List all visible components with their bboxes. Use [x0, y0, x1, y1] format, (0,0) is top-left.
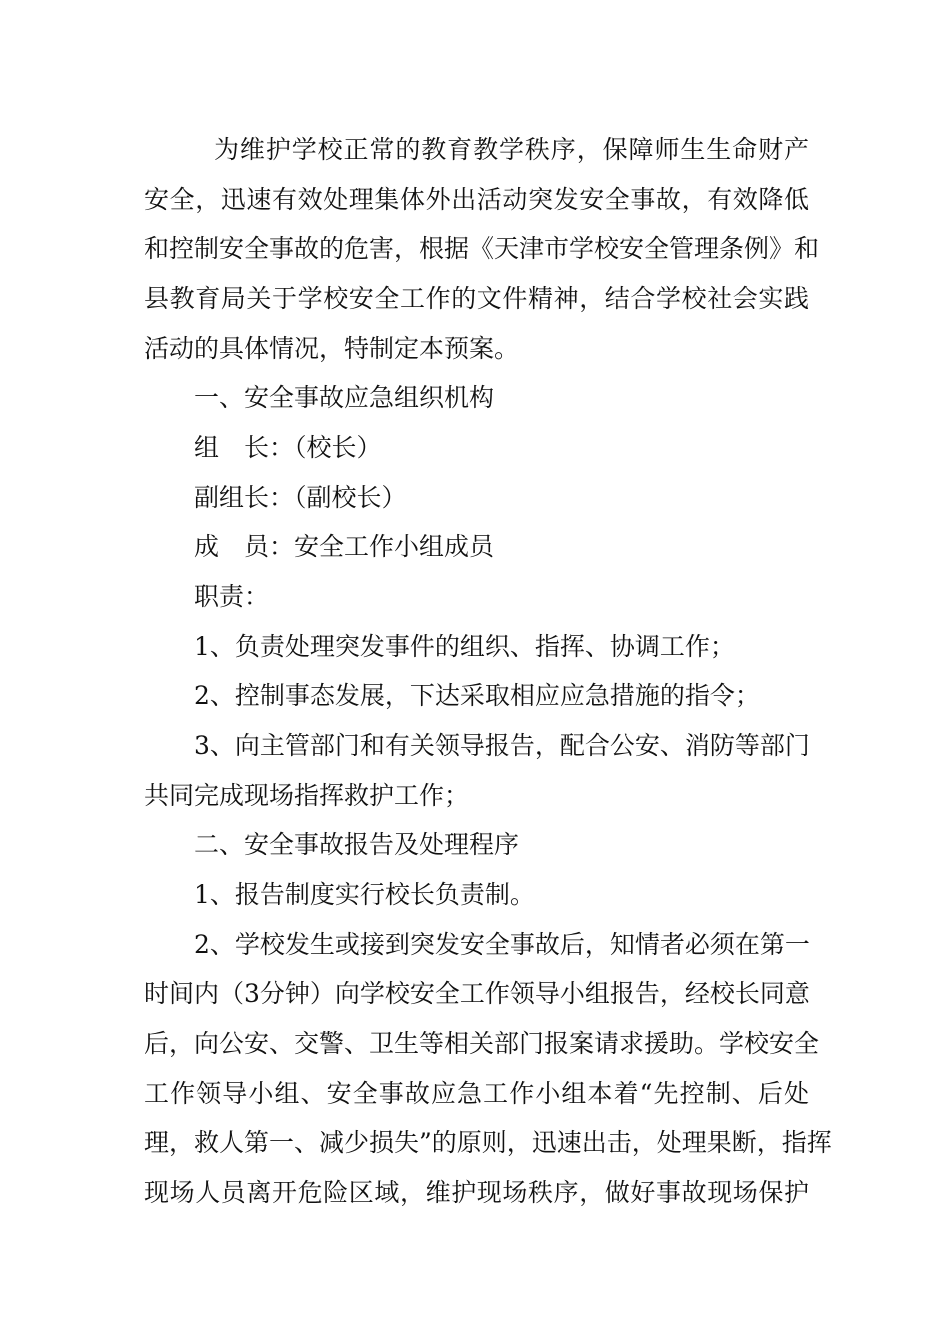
procedure-item-1: 1、报告制度实行校长负责制。	[194, 880, 535, 909]
procedure-item-2-line-6: 现场人员离开危险区域，维护现场秩序，做好事故现场保护	[144, 1178, 809, 1207]
duty-item-3-line-1: 3、向主管部门和有关领导报告，配合公安、消防等部门	[194, 731, 810, 760]
paragraph-intro-line-1: 为维护学校正常的教育教学秩序，保障师生生命财产	[214, 135, 809, 164]
paragraph-intro-line-5: 活动的具体情况，特制定本预案。	[144, 334, 520, 363]
section-heading-2: 二、安全事故报告及处理程序	[194, 830, 520, 859]
duty-item-3-line-2: 共同完成现场指挥救护工作；	[144, 781, 470, 810]
members-line: 成 员：安全工作小组成员	[194, 532, 495, 561]
leader-line: 组 长：（校长）	[194, 433, 382, 462]
duty-item-2: 2、控制事态发展，下达采取相应应急措施的指令；	[194, 681, 760, 710]
procedure-item-2-line-4: 工作领导小组、安全事故应急工作小组本着“先控制、后处	[144, 1079, 809, 1108]
procedure-item-2-line-3: 后，向公安、交警、卫生等相关部门报案请求援助。学校安全	[144, 1029, 820, 1058]
deputy-leader-line: 副组长：（副校长）	[194, 483, 407, 512]
procedure-item-2-line-1: 2、学校发生或接到突发安全事故后，知情者必须在第一	[194, 930, 810, 959]
paragraph-intro-line-2: 安全，迅速有效处理集体外出活动突发安全事故，有效降低	[144, 185, 809, 214]
section-heading-1: 一、安全事故应急组织机构	[194, 383, 495, 412]
procedure-item-2-line-5: 理，救人第一、减少损失”的原则，迅速出击，处理果断，指挥	[144, 1128, 832, 1157]
duty-item-1: 1、负责处理突发事件的组织、指挥、协调工作；	[194, 632, 735, 661]
paragraph-intro-line-4: 县教育局关于学校安全工作的文件精神，结合学校社会实践	[144, 284, 809, 313]
procedure-item-2-line-2: 时间内（3分钟）向学校安全工作领导小组报告，经校长同意	[144, 979, 810, 1008]
duties-heading: 职责：	[194, 582, 270, 611]
paragraph-intro-line-3: 和控制安全事故的危害，根据《天津市学校安全管理条例》和	[144, 234, 820, 263]
